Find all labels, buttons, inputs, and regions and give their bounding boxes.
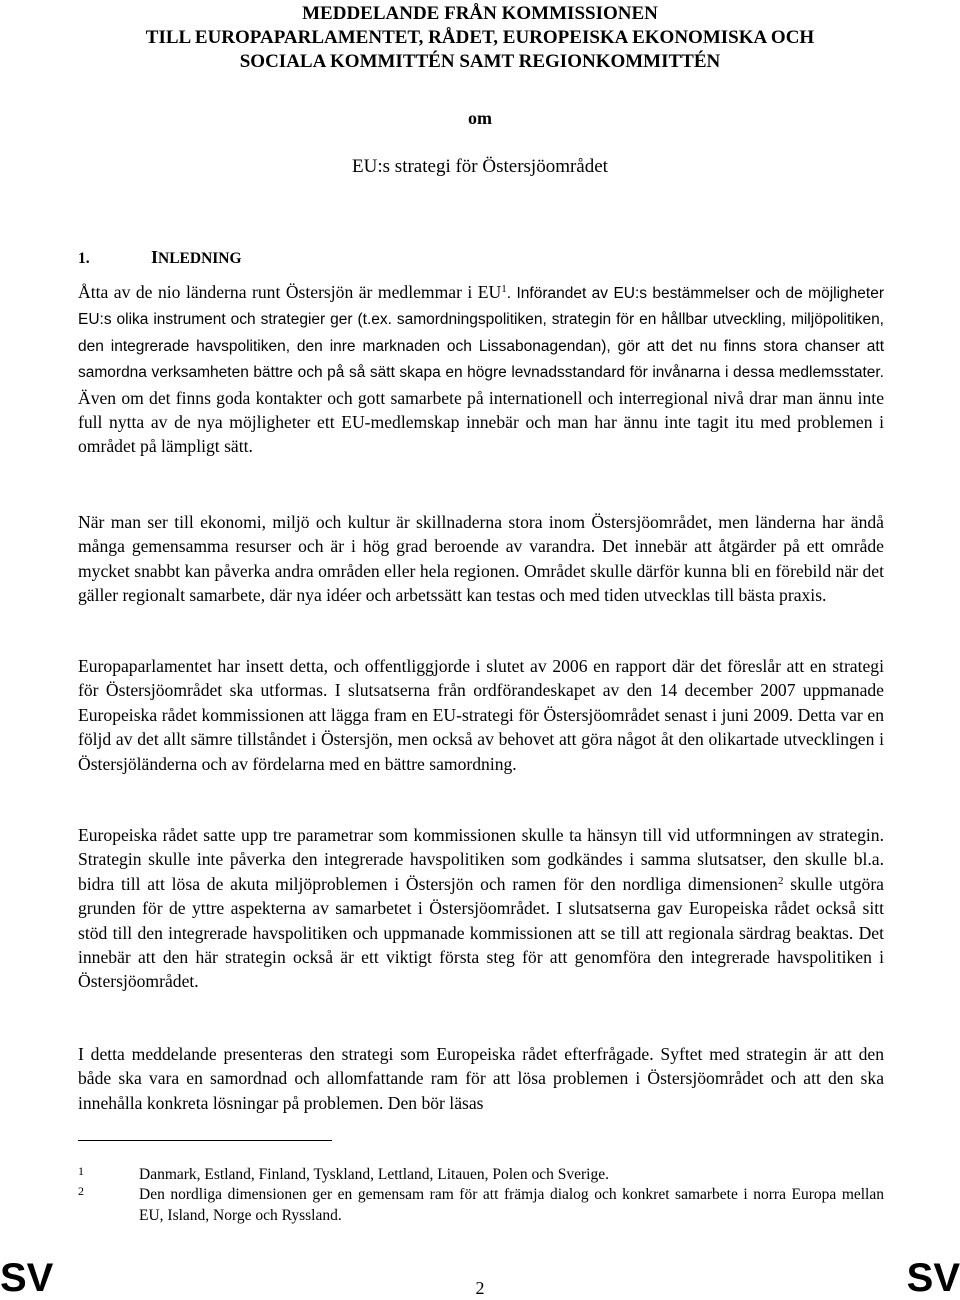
language-code-right: SV bbox=[906, 1256, 960, 1300]
header-line-2: TILL EUROPAPARLAMENTET, RÅDET, EUROPEISKA EKONOMISKA OCH bbox=[145, 27, 815, 48]
section-number: 1. bbox=[78, 250, 90, 267]
footnote-separator bbox=[78, 1140, 332, 1141]
paragraph-4-part-b: skulle utgöra grunden för de yttre aspekterna av samarbetet i Östersjöområdet. I slutsatserna gav Europeiska rådet också sitt stöd till den integrerade havspolitiken och uppmanade kommissionen att se till att regionala särdrag beaktas. Det innebär att den här strategin också är ett viktigt första steg för att genomföra den integrerade havspolitiken i Östersjöområdet. bbox=[78, 873, 884, 992]
section-title-rest: NLEDNING bbox=[158, 250, 242, 267]
paragraph-1-part-b: . Införandet av EU:s bestämmelser och de möjligheter EU:s olika instrument och strategier ger (t.ex. samordningspolitiken, strategin för en hållbar utveckling, miljöpolitiken, den integrerade havspolitiken, den inre marknaden och Lissabonagendan), gör att det nu finns stora chanser att samordna verksamheten bättre och på så sätt skapa en högre levnadsstandard för invånarna i dessa medlemsstater. bbox=[78, 285, 884, 382]
section-heading bbox=[78, 247, 242, 268]
footnote-2-number: 2 bbox=[78, 1184, 84, 1198]
footnote-2-text: Den nordliga dimensionen ger en gemensam ram för att främja dialog och konkret samarbete i norra Europa mellan EU, Island, Norge och Ryssland. bbox=[139, 1186, 884, 1224]
paragraph-5: I detta meddelande presenteras den strategi som Europeiska rådet efterfrågade. Syftet med strategin är att den både ska vara en samordnad och allomfattande ram för att lösa problemen i Östersjöområdet och att den ska innehålla konkreta lösningar på problemen. Den bör läsas bbox=[78, 1044, 884, 1113]
paragraph-2: När man ser till ekonomi, miljö och kultur är skillnaderna stora inom Östersjöområdet, men länderna har ändå många gemensamma resurser och är i hög grad beroende av varandra. Det innebär att åtgärder på ett område mycket snabbt kan påverka andra områden eller hela regionen. Området skulle därför kunna bli en förebild när det gäller regionalt samarbete, där nya idéer och arbetssätt kan testas och med tiden utvecklas till bästa praxis. bbox=[78, 512, 884, 606]
section-title-initial: I bbox=[151, 247, 159, 267]
footnote-1-number: 1 bbox=[78, 1164, 84, 1178]
paragraph-4 bbox=[78, 823, 884, 994]
footnote-1-text: Danmark, Estland, Finland, Tyskland, Lettland, Litauen, Polen och Sverige. bbox=[139, 1166, 609, 1183]
header-line-3: SOCIALA KOMMITTÉN SAMT REGIONKOMMITTÉN bbox=[239, 51, 721, 72]
footnote-ref-2[interactable]: 2 bbox=[777, 874, 784, 887]
header-om: om bbox=[468, 108, 492, 128]
paragraph-4-part-a: Europeiska rådet satte upp tre parametrar som kommissionen skulle ta hänsyn till vid utformningen av strategin. Strategin skulle inte påverka den integrerade havspolitiken som godkändes i samma slutsatser, den skulle bl.a. bidra till att lösa de akuta miljöproblemen i Östersjön och ramen för den nordliga dimensionen bbox=[78, 825, 884, 894]
page-number: 2 bbox=[475, 1278, 485, 1298]
footnote-ref-1[interactable]: 1 bbox=[501, 283, 507, 295]
paragraph-1 bbox=[78, 280, 884, 459]
paragraph-3: Europaparlamentet har insett detta, och offentliggjorde i slutet av 2006 en rapport där det föreslår att en strategi för Östersjöområdet ska utformas. I slutsatserna från ordförandeskapet av den 14 december 2007 uppmanade Europeiska rådet kommissionen att lägga fram en EU-strategi för Östersjöområdet senast i juni 2009. Detta var en följd av det allt sämre tillståndet i Östersjön, men också av behovet att göra något åt den olikartade utvecklingen i Östersjöländerna och av fördelarna med en bättre samordning. bbox=[78, 656, 884, 774]
paragraph-1-part-a: Åtta av de nio länderna runt Östersjön är medlemmar i EU bbox=[78, 282, 502, 302]
paragraph-1-part-c: Även om det finns goda kontakter och gott samarbete på internationell och interregional nivå drar man ännu inte full nytta av de nya möjligheter ett EU-medlemskap innebär och man har ännu inte tagit itu med problemen i området på lämpligt sätt. bbox=[78, 387, 884, 457]
language-code-left: SV bbox=[0, 1256, 54, 1300]
header-line-1: MEDDELANDE FRÅN KOMMISSIONEN bbox=[302, 3, 658, 24]
document-subtitle: EU:s strategi för Östersjöområdet bbox=[352, 156, 608, 177]
